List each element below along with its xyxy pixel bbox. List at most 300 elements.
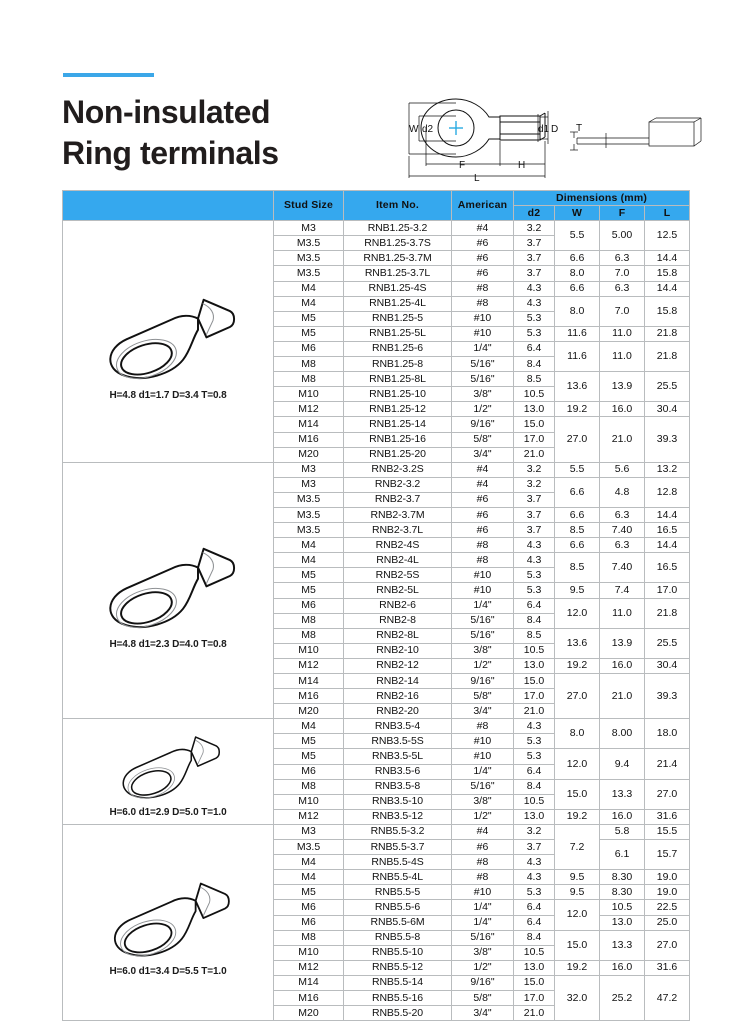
- item-no-cell: RNB1.25-10: [344, 387, 452, 402]
- d2-cell: 6.4: [514, 900, 555, 915]
- stud-size-cell: M12: [274, 402, 344, 417]
- f-value-cell: 5.6: [600, 462, 645, 477]
- american-cell: #4: [452, 221, 514, 236]
- item-no-cell: RNB1.25-4L: [344, 296, 452, 311]
- f-value-cell: 7.0: [600, 296, 645, 326]
- stud-size-cell: M16: [274, 689, 344, 704]
- d2-cell: 6.4: [514, 915, 555, 930]
- american-cell: 3/4": [452, 447, 514, 462]
- product-dimension-caption: H=6.0 d1=2.9 D=5.0 T=1.0: [109, 807, 227, 819]
- d2-cell: 8.5: [514, 372, 555, 387]
- stud-size-cell: M14: [274, 975, 344, 990]
- d2-cell: 15.0: [514, 417, 555, 432]
- american-cell: #4: [452, 477, 514, 492]
- american-cell: #8: [452, 719, 514, 734]
- american-cell: 3/8": [452, 794, 514, 809]
- american-cell: #6: [452, 492, 514, 507]
- american-cell: 3/8": [452, 643, 514, 658]
- d2-cell: 17.0: [514, 990, 555, 1005]
- item-no-cell: RNB2-5S: [344, 568, 452, 583]
- d2-cell: 3.2: [514, 462, 555, 477]
- item-no-cell: RNB1.25-14: [344, 417, 452, 432]
- american-cell: #6: [452, 840, 514, 855]
- f-value-cell: 7.0: [600, 266, 645, 281]
- item-no-cell: RNB2-3.7L: [344, 523, 452, 538]
- l-value-cell: 14.4: [645, 538, 690, 553]
- item-no-cell: RNB1.25-6: [344, 341, 452, 356]
- w-value-cell: 5.5: [555, 221, 600, 251]
- d2-cell: 21.0: [514, 1006, 555, 1021]
- l-value-cell: 14.4: [645, 281, 690, 296]
- f-value-cell: 13.9: [600, 372, 645, 402]
- item-no-cell: RNB2-8L: [344, 628, 452, 643]
- item-no-cell: RNB2-3.2S: [344, 462, 452, 477]
- item-no-cell: RNB2-5L: [344, 583, 452, 598]
- stud-size-cell: M3: [274, 824, 344, 839]
- american-cell: #8: [452, 296, 514, 311]
- f-value-cell: 4.8: [600, 477, 645, 507]
- stud-size-cell: M3.5: [274, 236, 344, 251]
- w-value-cell: 9.5: [555, 583, 600, 598]
- product-image-cell: [63, 462, 274, 719]
- l-value-cell: 19.0: [645, 870, 690, 885]
- diagram-label-t: T: [576, 123, 583, 134]
- item-no-cell: RNB3.5-12: [344, 809, 452, 824]
- d2-cell: 13.0: [514, 809, 555, 824]
- stud-size-cell: M14: [274, 674, 344, 689]
- american-cell: 5/16": [452, 779, 514, 794]
- stud-size-cell: M20: [274, 447, 344, 462]
- d2-cell: 4.3: [514, 870, 555, 885]
- american-cell: 9/16": [452, 417, 514, 432]
- stud-size-cell: M12: [274, 658, 344, 673]
- w-value-cell: 9.5: [555, 885, 600, 900]
- f-value-cell: 13.0: [600, 915, 645, 930]
- table-row: [63, 824, 690, 839]
- d2-cell: 3.2: [514, 221, 555, 236]
- w-value-cell: 19.2: [555, 960, 600, 975]
- item-no-cell: RNB2-3.7: [344, 492, 452, 507]
- stud-size-cell: M10: [274, 794, 344, 809]
- d2-cell: 5.3: [514, 749, 555, 764]
- american-cell: 5/8": [452, 689, 514, 704]
- f-value-cell: 6.3: [600, 538, 645, 553]
- w-value-cell: 11.6: [555, 341, 600, 371]
- american-cell: #6: [452, 266, 514, 281]
- stud-size-cell: M16: [274, 432, 344, 447]
- f-value-cell: 8.30: [600, 885, 645, 900]
- d2-cell: 3.2: [514, 477, 555, 492]
- table-header-row-1: [63, 191, 690, 206]
- item-no-cell: RNB1.25-12: [344, 402, 452, 417]
- product-dimension-caption: H=4.8 d1=2.3 D=4.0 T=0.8: [109, 638, 227, 650]
- american-cell: #8: [452, 855, 514, 870]
- w-value-cell: 15.0: [555, 779, 600, 809]
- w-value-cell: 19.2: [555, 402, 600, 417]
- w-value-cell: 12.0: [555, 749, 600, 779]
- american-cell: #10: [452, 326, 514, 341]
- l-value-cell: 31.6: [645, 960, 690, 975]
- w-value-cell: 19.2: [555, 658, 600, 673]
- stud-size-cell: M5: [274, 326, 344, 341]
- item-no-cell: RNB3.5-6: [344, 764, 452, 779]
- l-value-cell: 12.8: [645, 477, 690, 507]
- f-value-cell: 16.0: [600, 658, 645, 673]
- stud-size-cell: M8: [274, 613, 344, 628]
- header-american: American: [452, 191, 514, 221]
- accent-bar: [63, 73, 154, 77]
- american-cell: 5/8": [452, 432, 514, 447]
- american-cell: #6: [452, 251, 514, 266]
- f-value-cell: 11.0: [600, 598, 645, 628]
- f-value-cell: 7.40: [600, 523, 645, 538]
- d2-cell: 5.3: [514, 734, 555, 749]
- ring-terminal-rnb3-5: [108, 724, 228, 804]
- item-no-cell: RNB1.25-3.2: [344, 221, 452, 236]
- item-no-cell: RNB1.25-5L: [344, 326, 452, 341]
- ring-terminal-rnb1-25: [93, 282, 243, 387]
- american-cell: #10: [452, 583, 514, 598]
- stud-size-cell: M4: [274, 281, 344, 296]
- f-value-cell: 6.3: [600, 251, 645, 266]
- stud-size-cell: M4: [274, 870, 344, 885]
- l-value-cell: 14.4: [645, 251, 690, 266]
- d2-cell: 13.0: [514, 658, 555, 673]
- table-row: [63, 719, 690, 734]
- d2-cell: 6.4: [514, 341, 555, 356]
- item-no-cell: RNB2-4S: [344, 538, 452, 553]
- item-no-cell: RNB2-20: [344, 704, 452, 719]
- d2-cell: 10.5: [514, 794, 555, 809]
- stud-size-cell: M8: [274, 779, 344, 794]
- ring-terminal-rnb5-5: [98, 868, 238, 963]
- d2-cell: 3.7: [514, 236, 555, 251]
- stud-size-cell: M3.5: [274, 840, 344, 855]
- d2-cell: 10.5: [514, 945, 555, 960]
- d2-cell: 3.7: [514, 507, 555, 522]
- item-no-cell: RNB5.5-8: [344, 930, 452, 945]
- w-value-cell: 13.6: [555, 372, 600, 402]
- d2-cell: 5.3: [514, 568, 555, 583]
- l-value-cell: 18.0: [645, 719, 690, 749]
- stud-size-cell: M14: [274, 417, 344, 432]
- american-cell: 1/2": [452, 658, 514, 673]
- f-value-cell: 6.1: [600, 840, 645, 870]
- d2-cell: 15.0: [514, 975, 555, 990]
- product-dimension-caption: H=6.0 d1=3.4 D=5.5 T=1.0: [109, 965, 227, 977]
- d2-cell: 3.2: [514, 824, 555, 839]
- d2-cell: 13.0: [514, 402, 555, 417]
- item-no-cell: RNB5.5-12: [344, 960, 452, 975]
- l-value-cell: 25.5: [645, 372, 690, 402]
- f-value-cell: 16.0: [600, 809, 645, 824]
- w-value-cell: 32.0: [555, 975, 600, 1020]
- f-value-cell: 7.4: [600, 583, 645, 598]
- item-no-cell: RNB5.5-6M: [344, 915, 452, 930]
- american-cell: #4: [452, 824, 514, 839]
- l-value-cell: 14.4: [645, 507, 690, 522]
- product-image-cell: [63, 824, 274, 1020]
- item-no-cell: RNB2-3.2: [344, 477, 452, 492]
- american-cell: #8: [452, 538, 514, 553]
- d2-cell: 3.7: [514, 523, 555, 538]
- stud-size-cell: M12: [274, 809, 344, 824]
- american-cell: 5/16": [452, 628, 514, 643]
- dimension-diagram-svg: [396, 86, 746, 186]
- stud-size-cell: M5: [274, 568, 344, 583]
- american-cell: #4: [452, 462, 514, 477]
- american-cell: 1/4": [452, 341, 514, 356]
- f-value-cell: 21.0: [600, 674, 645, 719]
- item-no-cell: RNB1.25-5: [344, 311, 452, 326]
- d2-cell: 4.3: [514, 281, 555, 296]
- item-no-cell: RNB1.25-3.7S: [344, 236, 452, 251]
- w-value-cell: 8.0: [555, 296, 600, 326]
- item-no-cell: RNB3.5-5L: [344, 749, 452, 764]
- l-value-cell: 25.0: [645, 915, 690, 930]
- item-no-cell: RNB5.5-20: [344, 1006, 452, 1021]
- american-cell: 1/4": [452, 900, 514, 915]
- l-value-cell: 21.8: [645, 326, 690, 341]
- american-cell: 5/16": [452, 372, 514, 387]
- stud-size-cell: M8: [274, 357, 344, 372]
- ring-terminal-rnb2: [93, 531, 243, 636]
- l-value-cell: 19.0: [645, 885, 690, 900]
- stud-size-cell: M6: [274, 764, 344, 779]
- l-value-cell: 16.5: [645, 523, 690, 538]
- stud-size-cell: M16: [274, 990, 344, 1005]
- specification-table: [62, 190, 690, 1021]
- w-value-cell: 12.0: [555, 900, 600, 930]
- stud-size-cell: M3.5: [274, 266, 344, 281]
- stud-size-cell: M4: [274, 538, 344, 553]
- item-no-cell: RNB1.25-3.7M: [344, 251, 452, 266]
- item-no-cell: RNB2-10: [344, 643, 452, 658]
- l-value-cell: 21.4: [645, 749, 690, 779]
- w-value-cell: 27.0: [555, 417, 600, 462]
- stud-size-cell: M5: [274, 734, 344, 749]
- w-value-cell: 11.6: [555, 326, 600, 341]
- d2-cell: 13.0: [514, 960, 555, 975]
- item-no-cell: RNB1.25-20: [344, 447, 452, 462]
- f-value-cell: 8.30: [600, 870, 645, 885]
- w-value-cell: 19.2: [555, 809, 600, 824]
- w-value-cell: 8.5: [555, 523, 600, 538]
- item-no-cell: RNB3.5-8: [344, 779, 452, 794]
- stud-size-cell: M6: [274, 915, 344, 930]
- table-row: [63, 462, 690, 477]
- table-header: [63, 191, 690, 221]
- l-value-cell: 39.3: [645, 674, 690, 719]
- f-value-cell: 5.00: [600, 221, 645, 251]
- table-body: [63, 221, 690, 1021]
- f-value-cell: 11.0: [600, 326, 645, 341]
- f-value-cell: 13.9: [600, 628, 645, 658]
- american-cell: 1/4": [452, 915, 514, 930]
- d2-cell: 8.4: [514, 357, 555, 372]
- w-value-cell: 7.2: [555, 824, 600, 869]
- stud-size-cell: M3.5: [274, 523, 344, 538]
- american-cell: 1/4": [452, 598, 514, 613]
- item-no-cell: RNB2-4L: [344, 553, 452, 568]
- d2-cell: 21.0: [514, 447, 555, 462]
- d2-cell: 4.3: [514, 296, 555, 311]
- table-row: [63, 221, 690, 236]
- f-value-cell: 8.00: [600, 719, 645, 749]
- header-dimensions: Dimensions (mm): [514, 191, 690, 206]
- item-no-cell: RNB5.5-10: [344, 945, 452, 960]
- d2-cell: 4.3: [514, 553, 555, 568]
- w-value-cell: 6.6: [555, 477, 600, 507]
- american-cell: #10: [452, 311, 514, 326]
- stud-size-cell: M3.5: [274, 492, 344, 507]
- f-value-cell: 6.3: [600, 507, 645, 522]
- american-cell: #10: [452, 734, 514, 749]
- l-value-cell: 39.3: [645, 417, 690, 462]
- item-no-cell: RNB5.5-3.2: [344, 824, 452, 839]
- american-cell: 5/8": [452, 990, 514, 1005]
- american-cell: 3/8": [452, 945, 514, 960]
- diagram-label-w: W: [409, 124, 419, 135]
- header-w: W: [555, 206, 600, 221]
- w-value-cell: 13.6: [555, 628, 600, 658]
- w-value-cell: 8.0: [555, 266, 600, 281]
- l-value-cell: 31.6: [645, 809, 690, 824]
- item-no-cell: RNB1.25-3.7L: [344, 266, 452, 281]
- w-value-cell: 6.6: [555, 281, 600, 296]
- d2-cell: 15.0: [514, 674, 555, 689]
- d2-cell: 3.7: [514, 492, 555, 507]
- stud-size-cell: M8: [274, 628, 344, 643]
- stud-size-cell: M3.5: [274, 251, 344, 266]
- l-value-cell: 27.0: [645, 779, 690, 809]
- f-value-cell: 16.0: [600, 960, 645, 975]
- d2-cell: 5.3: [514, 311, 555, 326]
- american-cell: 1/2": [452, 960, 514, 975]
- item-no-cell: RNB5.5-6: [344, 900, 452, 915]
- dimension-diagram: [396, 86, 746, 186]
- stud-size-cell: M12: [274, 960, 344, 975]
- stud-size-cell: M10: [274, 387, 344, 402]
- d2-cell: 4.3: [514, 719, 555, 734]
- w-value-cell: 27.0: [555, 674, 600, 719]
- w-value-cell: 6.6: [555, 538, 600, 553]
- page-title: [62, 92, 392, 174]
- header-f: F: [600, 206, 645, 221]
- american-cell: #6: [452, 523, 514, 538]
- stud-size-cell: M5: [274, 885, 344, 900]
- d2-cell: 5.3: [514, 326, 555, 341]
- diagram-label-l: L: [474, 173, 480, 184]
- stud-size-cell: M3: [274, 477, 344, 492]
- american-cell: 3/8": [452, 387, 514, 402]
- item-no-cell: RNB5.5-5: [344, 885, 452, 900]
- item-no-cell: RNB2-14: [344, 674, 452, 689]
- d2-cell: 4.3: [514, 538, 555, 553]
- header-item-no: Item No.: [344, 191, 452, 221]
- item-no-cell: RNB5.5-16: [344, 990, 452, 1005]
- stud-size-cell: M4: [274, 553, 344, 568]
- american-cell: 1/2": [452, 809, 514, 824]
- item-no-cell: RNB3.5-5S: [344, 734, 452, 749]
- w-value-cell: 8.5: [555, 553, 600, 583]
- d2-cell: 10.5: [514, 387, 555, 402]
- american-cell: 5/16": [452, 613, 514, 628]
- stud-size-cell: M20: [274, 1006, 344, 1021]
- d2-cell: 10.5: [514, 643, 555, 658]
- d2-cell: 8.4: [514, 779, 555, 794]
- w-value-cell: 12.0: [555, 598, 600, 628]
- d2-cell: 3.7: [514, 251, 555, 266]
- w-value-cell: 6.6: [555, 507, 600, 522]
- w-value-cell: 15.0: [555, 930, 600, 960]
- stud-size-cell: M4: [274, 296, 344, 311]
- f-value-cell: 5.8: [600, 824, 645, 839]
- item-no-cell: RNB5.5-4S: [344, 855, 452, 870]
- american-cell: #6: [452, 507, 514, 522]
- american-cell: #6: [452, 236, 514, 251]
- l-value-cell: 15.8: [645, 296, 690, 326]
- american-cell: 9/16": [452, 975, 514, 990]
- item-no-cell: RNB1.25-8: [344, 357, 452, 372]
- american-cell: #10: [452, 749, 514, 764]
- f-value-cell: 25.2: [600, 975, 645, 1020]
- specification-table-wrapper: [62, 190, 689, 1021]
- american-cell: #8: [452, 870, 514, 885]
- item-no-cell: RNB2-16: [344, 689, 452, 704]
- american-cell: #8: [452, 553, 514, 568]
- w-value-cell: 9.5: [555, 870, 600, 885]
- l-value-cell: 17.0: [645, 583, 690, 598]
- l-value-cell: 27.0: [645, 930, 690, 960]
- l-value-cell: 22.5: [645, 900, 690, 915]
- l-value-cell: 15.5: [645, 824, 690, 839]
- d2-cell: 5.3: [514, 583, 555, 598]
- diagram-label-h: H: [518, 160, 526, 171]
- d2-cell: 6.4: [514, 764, 555, 779]
- stud-size-cell: M4: [274, 855, 344, 870]
- item-no-cell: RNB2-3.7M: [344, 507, 452, 522]
- d2-cell: 4.3: [514, 855, 555, 870]
- l-value-cell: 47.2: [645, 975, 690, 1020]
- stud-size-cell: M20: [274, 704, 344, 719]
- stud-size-cell: M3: [274, 221, 344, 236]
- header-d2: d2: [514, 206, 555, 221]
- item-no-cell: RNB5.5-3.7: [344, 840, 452, 855]
- item-no-cell: RNB1.25-4S: [344, 281, 452, 296]
- d2-cell: 3.7: [514, 840, 555, 855]
- stud-size-cell: M3.5: [274, 507, 344, 522]
- l-value-cell: 21.8: [645, 598, 690, 628]
- f-value-cell: 11.0: [600, 341, 645, 371]
- american-cell: 1/2": [452, 402, 514, 417]
- l-value-cell: 15.7: [645, 840, 690, 870]
- american-cell: 3/4": [452, 1006, 514, 1021]
- stud-size-cell: M4: [274, 719, 344, 734]
- stud-size-cell: M6: [274, 900, 344, 915]
- diagram-label-d2: d2: [422, 124, 434, 135]
- stud-size-cell: M6: [274, 341, 344, 356]
- f-value-cell: 9.4: [600, 749, 645, 779]
- american-cell: #10: [452, 568, 514, 583]
- item-no-cell: RNB1.25-8L: [344, 372, 452, 387]
- d2-cell: 3.7: [514, 266, 555, 281]
- l-value-cell: 30.4: [645, 658, 690, 673]
- l-value-cell: 15.8: [645, 266, 690, 281]
- stud-size-cell: M3: [274, 462, 344, 477]
- item-no-cell: RNB2-8: [344, 613, 452, 628]
- f-value-cell: 13.3: [600, 930, 645, 960]
